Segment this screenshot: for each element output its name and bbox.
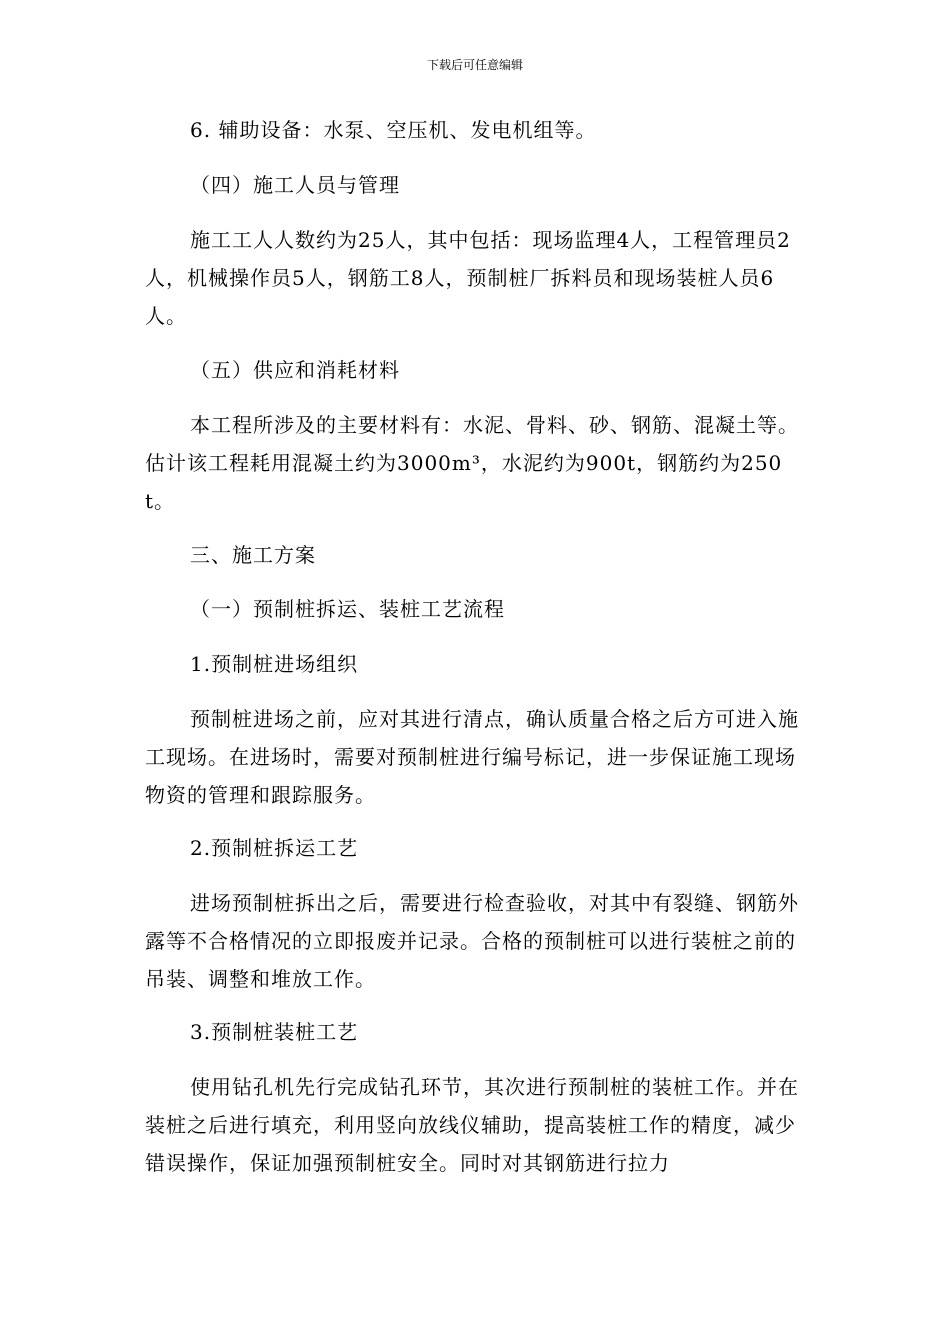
para-materials: 本工程所涉及的主要材料有：水泥、骨料、砂、钢筋、混凝土等。估计该工程耗用混凝土约为3000m³，水泥约为900t，钢筋约为250t。 — [145, 413, 799, 513]
heading-dismantle-process: 2.预制桩拆运工艺 — [190, 836, 359, 860]
heading-entry-organization: 1.预制桩进场组织 — [190, 652, 359, 676]
para-install-process: 使用钻孔机先行完成钻孔环节，其次进行预制桩的装桩工作。并在装桩之后进行填充，利用竖向放线仪辅助，提高装桩工作的精度，减少错误操作，保证加强预制桩安全。同时对其钢筋进行拉力 — [145, 1075, 799, 1175]
heading-personnel: （四）施工人员与管理 — [190, 173, 400, 197]
heading-construction-plan: 三、施工方案 — [190, 543, 316, 567]
heading-materials: （五）供应和消耗材料 — [190, 358, 400, 382]
para-aux-equipment: 6. 辅助设备：水泵、空压机、发电机组等。 — [190, 118, 597, 142]
heading-install-process: 3.预制桩装桩工艺 — [190, 1020, 359, 1044]
para-entry-organization: 预制桩进场之前，应对其进行清点，确认质量合格之后方可进入施工现场。在进场时，需要对预制桩进行编号标记，进一步保证施工现场物资的管理和跟踪服务。 — [145, 707, 799, 807]
para-dismantle-process: 进场预制桩拆出之后，需要进行检查验收，对其中有裂缝、钢筋外露等不合格情况的立即报废并记录。合格的预制桩可以进行装桩之前的吊装、调整和堆放工作。 — [145, 891, 799, 991]
page-header: 下载后可任意编辑 — [426, 58, 523, 72]
heading-process-flow: （一）预制桩拆运、装桩工艺流程 — [190, 597, 505, 621]
para-personnel: 施工工人人数约为25人，其中包括：现场监理4人，工程管理员2人，机械操作员5人，钢筋工8人，预制桩厂拆料员和现场装桩人员6人。 — [145, 228, 791, 328]
